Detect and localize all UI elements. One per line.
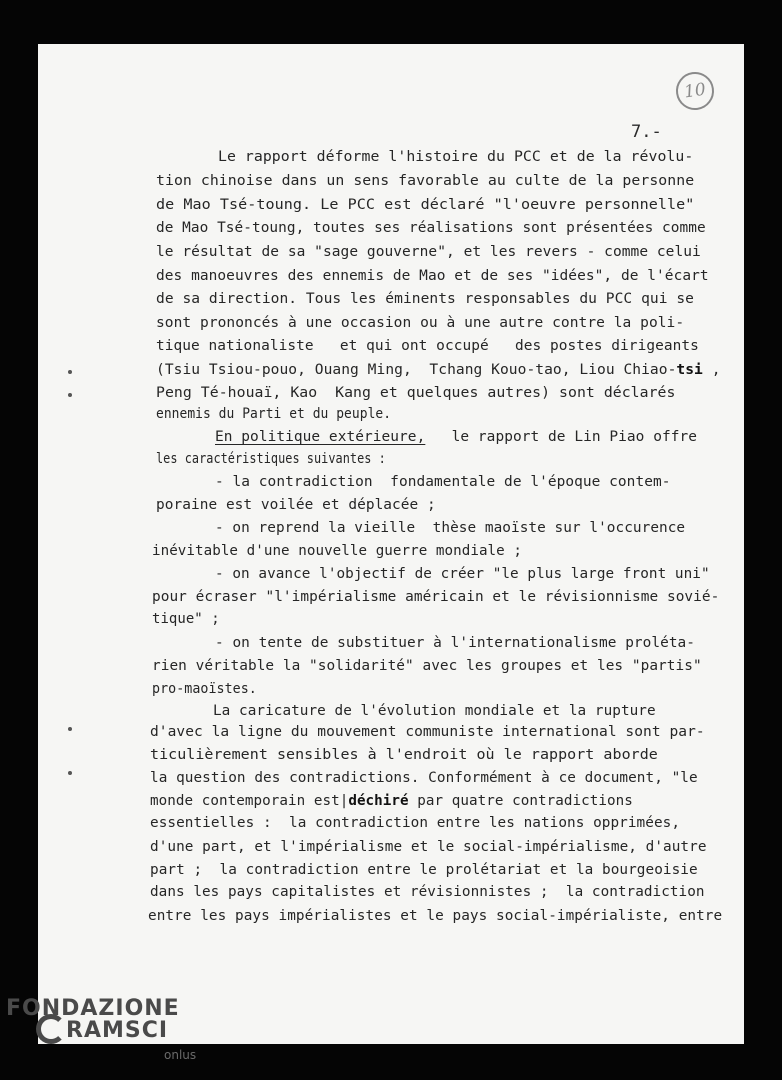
- text-segment: essentielles : la contradiction entre les nations opprimées,: [150, 814, 681, 831]
- text-segment: tion chinoise dans un sens favorable au culte de la personne: [156, 172, 695, 189]
- text-line: [150, 813, 680, 833]
- text-line: [150, 837, 707, 857]
- text-segment: de Mao Tsé-toung. Le PCC est déclaré "l'oeuvre personnelle": [156, 196, 695, 213]
- watermark-suffix: onlus: [164, 1048, 197, 1062]
- text-line: [215, 633, 695, 653]
- text-line: [150, 722, 705, 742]
- text-segment: d'avec la ligne du mouvement communiste international sont par-: [150, 723, 705, 740]
- text-line: [156, 495, 436, 515]
- text-segment: Peng Té-houaï, Kao Kang et quelques autres) sont déclarés: [156, 384, 676, 401]
- text-line: [156, 171, 694, 191]
- page-number: 7.-: [631, 122, 662, 142]
- text-line: [152, 609, 220, 629]
- text-segment: ticulièrement sensibles à l'endroit où le rapport aborde: [150, 746, 658, 763]
- text-segment: sont prononcés à une occasion ou à une autre contre la poli-: [156, 314, 685, 331]
- text-line: [213, 701, 656, 721]
- text-line: [156, 218, 706, 238]
- text-line: [156, 313, 684, 333]
- punch-mark: [68, 727, 72, 731]
- text-line: [156, 242, 701, 262]
- text-segment: monde contemporain est|: [150, 792, 349, 809]
- text-segment: inévitable d'une nouvelle guerre mondiale ;: [152, 542, 522, 559]
- punch-mark: [68, 370, 72, 374]
- text-line: [156, 336, 699, 356]
- text-line: [156, 383, 675, 403]
- text-line: [218, 147, 693, 167]
- text-segment: En politique extérieure,: [215, 428, 426, 445]
- text-segment: dans les pays capitalistes et révisionnistes ; la contradiction: [150, 883, 705, 900]
- text-segment: poraine est voilée et déplacée ;: [156, 496, 436, 513]
- text-line: [150, 860, 698, 880]
- text-segment: de sa direction. Tous les éminents responsables du PCC qui se: [156, 290, 694, 307]
- text-line: [156, 195, 694, 215]
- text-segment: ennemis du Parti et du peuple.: [156, 405, 392, 422]
- text-line: [150, 745, 658, 765]
- watermark-g-icon: [36, 1014, 66, 1044]
- text-line: [152, 541, 522, 561]
- text-segment: (Tsiu Tsiou-pouo, Ouang Ming, Tchang Kouo-tao, Liou Chiao-: [156, 361, 677, 378]
- punch-mark: [68, 393, 72, 397]
- text-segment: les caractéristiques suivantes :: [156, 450, 386, 467]
- text-segment: part ; la contradiction entre le prolétariat et la bourgeoisie: [150, 861, 698, 878]
- text-line: [156, 449, 386, 469]
- text-segment: pro-maoïstes.: [152, 680, 257, 697]
- text-line: [156, 289, 694, 309]
- text-segment: tique" ;: [152, 610, 220, 627]
- text-line: [152, 656, 702, 676]
- watermark-subtitle: RAMSCI: [66, 1018, 169, 1043]
- text-line: [215, 427, 697, 447]
- text-segment: la question des contradictions. Conformément à ce document, "le: [150, 769, 698, 786]
- text-line: [156, 360, 721, 380]
- text-segment: le résultat de sa "sage gouverne", et les revers - comme celui: [156, 243, 701, 260]
- folio-stamp: 10: [674, 70, 717, 113]
- text-segment: tique nationaliste et qui ont occupé des postes dirigeants: [156, 337, 699, 354]
- text-segment: ,: [702, 361, 721, 378]
- punch-mark: [68, 771, 72, 775]
- text-line: [215, 472, 670, 492]
- text-segment: d'une part, et l'impérialisme et le social-impérialisme, d'autre: [150, 838, 707, 855]
- text-line: [150, 882, 705, 902]
- text-segment: des manoeuvres des ennemis de Mao et de ses "idées", de l'écart: [156, 267, 709, 284]
- text-segment: - la contradiction fondamentale de l'époque contem-: [215, 473, 671, 490]
- text-segment: rien véritable la "solidarité" avec les groupes et les "partis": [152, 657, 702, 674]
- text-segment: déchiré: [348, 792, 409, 809]
- text-segment: - on reprend la vieille thèse maoïste sur l'occurence: [215, 519, 686, 536]
- text-line: [215, 564, 710, 584]
- text-line: [150, 768, 698, 788]
- text-line: [152, 587, 719, 607]
- text-segment: Le rapport déforme l'histoire du PCC et de la révolu-: [218, 148, 694, 165]
- text-segment: - on avance l'objectif de créer "le plus large front uni": [215, 565, 710, 582]
- text-segment: de Mao Tsé-toung, toutes ses réalisations sont présentées comme: [156, 219, 706, 236]
- text-line: [156, 266, 709, 286]
- text-line: [156, 404, 391, 424]
- text-segment: La caricature de l'évolution mondiale et la rupture: [213, 702, 656, 719]
- text-line: [148, 906, 722, 926]
- text-segment: entre les pays impérialistes et le pays social-impérialiste, entre: [148, 907, 723, 924]
- text-line: [215, 518, 685, 538]
- text-segment: - on tente de substituer à l'internationalisme prolétа-: [215, 634, 696, 651]
- text-segment: le rapport de Lin Piao offre: [425, 428, 698, 445]
- text-segment: pour écraser "l'impérialisme américain et le révisionnisme sovié-: [152, 588, 720, 605]
- watermark-title: FONDAZIONE: [6, 996, 180, 1021]
- text-line: [150, 791, 633, 811]
- text-segment: tsi: [676, 361, 703, 378]
- text-line: [152, 679, 257, 699]
- text-segment: par quatre contradictions: [408, 792, 633, 809]
